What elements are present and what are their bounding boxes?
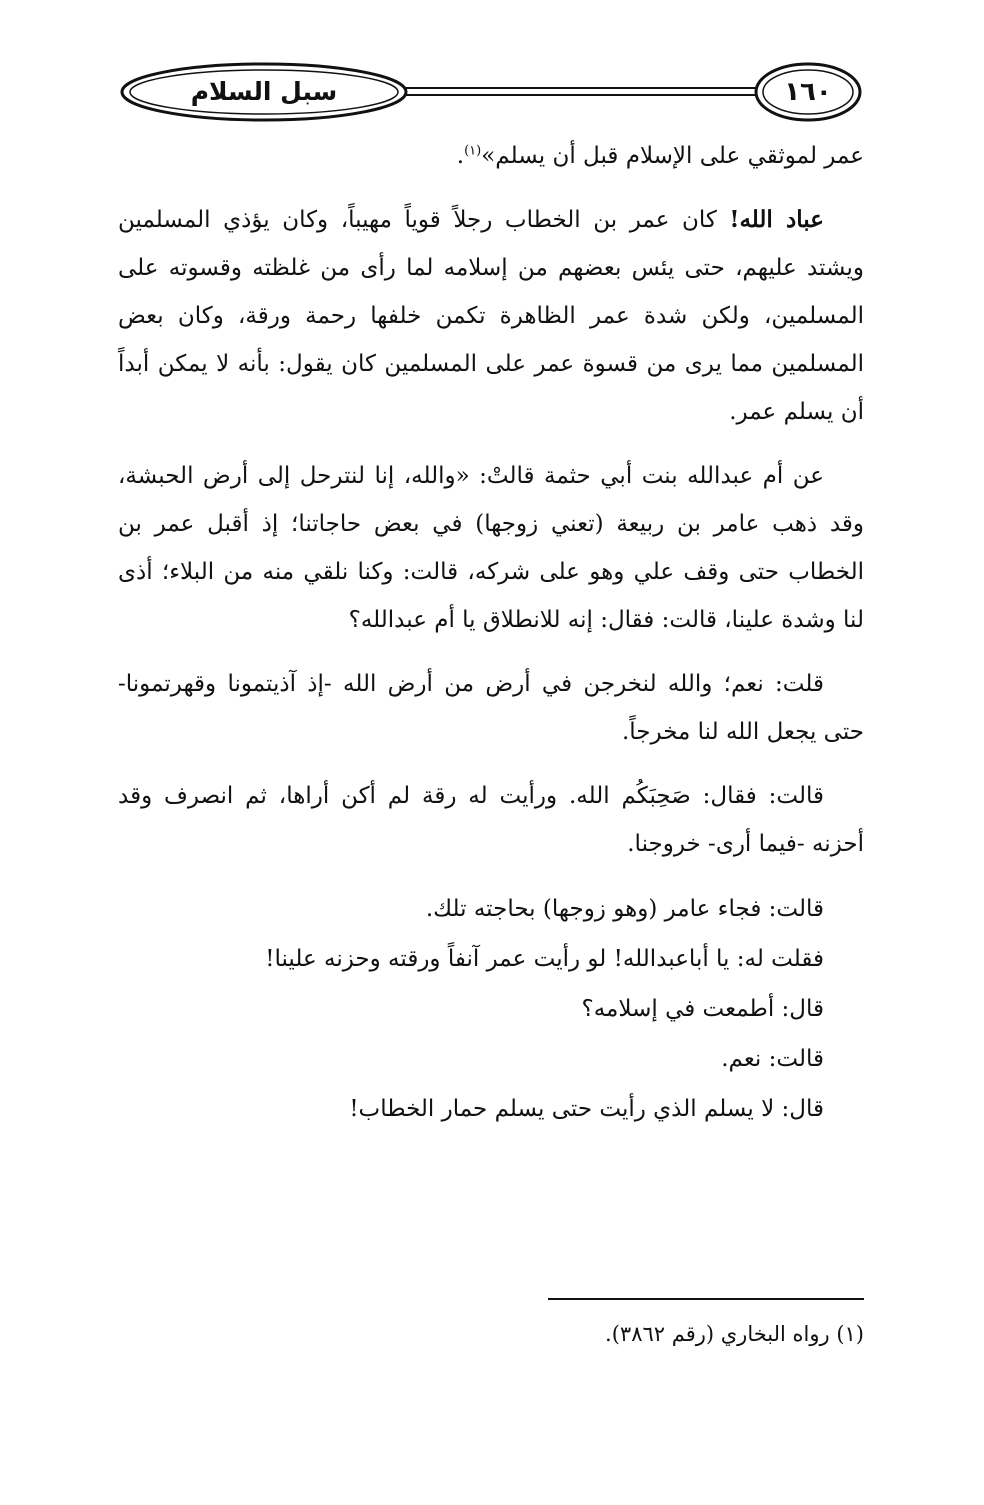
- dialog-line: قالت: فجاء عامر (وهو زوجها) بحاجته تلك.: [425, 896, 824, 922]
- paragraph-2: [118, 196, 864, 436]
- dialog-block: [118, 884, 864, 1134]
- page-body: [118, 132, 864, 1134]
- paragraph-1-tail: .: [456, 143, 465, 169]
- paragraph-1: [118, 132, 864, 180]
- page-header: [118, 60, 864, 124]
- paragraph-3: عن أم عبدالله بنت أبي حثمة قالتْ: «والله، إنا لنترحل إلى أرض الحبشة، وقد ذهب عامر بن ربيعة (تعني زوجها) في بعض حاجاتنا؛ إذ أقبل عمر بن الخطاب حتى وقف علي وهو على شركه، قالت: وكنا نلقي منه من البلاء؛ أذى لنا وشدة علينا، قالت: فقال: إنه للانطلاق يا أم عبدالله؟: [118, 463, 864, 633]
- paragraph-1-text: عمر لموثقي على الإسلام قبل أن يسلم»: [481, 143, 864, 169]
- footnote-divider: [548, 1298, 864, 1300]
- dialog-line: فقلت له: يا أباعبدالله! لو رأيت عمر آنفاً ورقته وحزنه علينا!: [265, 946, 824, 972]
- dialog-line: قالت: نعم.: [721, 1046, 824, 1072]
- paragraph-4: قلت: نعم؛ والله لنخرجن في أرض من أرض الله -إذ آذيتمونا وقهرتمونا- حتى يجعل الله لنا مخرجاً.: [118, 671, 864, 745]
- footnote-reference: (١): [464, 143, 482, 159]
- paragraph-5: قالت: فقال: صَحِبَكُم الله. ورأيت له رقة لم أكن أراها، ثم انصرف وقد أحزنه -فيما أرى- خروجنا.: [118, 783, 864, 857]
- page-number: ١٦٠: [784, 77, 832, 107]
- paragraph-2-text: كان عمر بن الخطاب رجلاً قوياً مهيباً، وكان يؤذي المسلمين ويشتد عليهم، حتى يئس بعضهم من إسلامه لما رأى من غلظته وقسوته على المسلمين، ولكن شدة عمر الظاهرة تكمن خلفها رحمة ورقة، وكان بعض المسلمين مما يرى من قسوة عمر على المسلمين كان يقول: بأنه لا يمكن أبداً أن يسلم عمر.: [118, 207, 864, 425]
- footnote: (١) رواه البخاري (رقم ٣٨٦٢).: [605, 1322, 864, 1346]
- book-title: سبل السلام: [190, 77, 338, 106]
- paragraph-2-lead: عباد الله!: [729, 206, 824, 233]
- dialog-line: قال: لا يسلم الذي رأيت حتى يسلم حمار الخطاب!: [349, 1096, 824, 1122]
- dialog-line: قال: أطمعت في إسلامه؟: [581, 996, 824, 1022]
